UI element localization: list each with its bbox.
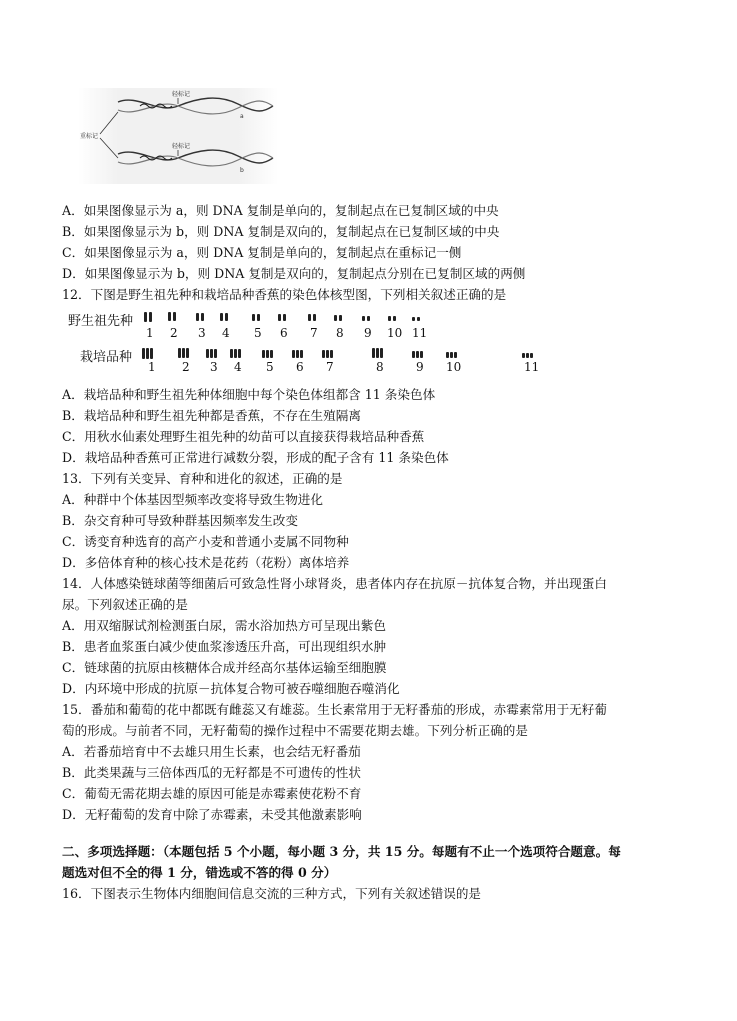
dna-replication-figure (78, 88, 278, 184)
questions-body (62, 384, 682, 904)
cult-num-3: 3 (210, 360, 218, 374)
cult-num-4: 4 (234, 360, 242, 374)
karyotype-figure (60, 306, 580, 376)
q14-stem-line1: 14．人体感染链球菌等细菌后可致急性肾小球肾炎，患者体内存在抗原－抗体复合物，并出现蛋白 (62, 576, 607, 591)
q14-option-c: C．链球菌的抗原由核糖体合成并经高尔基体运输至细胞膜 (62, 660, 387, 675)
label-light-top: 轻标记 (172, 91, 191, 98)
cult-num-6: 6 (296, 360, 304, 374)
cult-num-1: 1 (148, 360, 156, 374)
q12-stem: 12．下图是野生祖先种和栽培品种香蕉的染色体核型图，下列相关叙述正确的是 (62, 287, 507, 302)
q15-option-a: A．若番茄培育中不去雄只用生长素，也会结无籽番茄 (62, 744, 361, 759)
spacer (62, 825, 682, 841)
karyotype-wild-label: 野生祖先种 (68, 314, 134, 329)
q11-options (62, 200, 682, 305)
q12-option-a: A．栽培品种和野生祖先种体细胞中每个染色体组都含 11 条染色体 (62, 387, 436, 402)
wild-num-7: 7 (310, 326, 318, 340)
q14-option-b: B．患者血浆蛋白减少使血浆渗透压升高，可出现组织水肿 (62, 639, 387, 654)
q12-option-c: C．用秋水仙素处理野生祖先种的幼苗可以直接获得栽培品种香蕉 (62, 429, 425, 444)
q13-option-b: B．杂交育种可导致种群基因频率发生改变 (62, 513, 298, 528)
label-heavy: 重标记 (80, 133, 99, 140)
q12-option-b: B．栽培品种和野生祖先种都是香蕉，不存在生殖隔离 (62, 408, 361, 423)
q11-option-a: A．如果图像显示为 a，则 DNA 复制是单向的，复制起点在已复制区域的中央 (62, 203, 499, 218)
wild-num-3: 3 (198, 326, 206, 340)
wild-num-4: 4 (222, 326, 230, 340)
q15-option-d: D．无籽葡萄的发育中除了赤霉素，未受其他激素影响 (62, 807, 362, 822)
q14-option-d: D．内环境中形成的抗原－抗体复合物可被吞噬细胞吞噬消化 (62, 681, 400, 696)
karyotype-cultivated-label: 栽培品种 (80, 350, 133, 365)
q11-option-b: B．如果图像显示为 b，则 DNA 复制是双向的，复制起点在已复制区域的中央 (62, 224, 500, 239)
q11-option-c: C．如果图像显示为 a，则 DNA 复制是单向的，复制起点在重标记一侧 (62, 245, 462, 260)
q13-option-a: A．种群中个体基因型频率改变将导致生物进化 (62, 492, 323, 507)
q15-stem-line1: 15．番茄和葡萄的花中都既有雌蕊又有雄蕊。生长素常用于无籽番茄的形成，赤霉素常用于无籽葡 (62, 702, 607, 717)
label-a: a (240, 113, 244, 120)
wild-num-9: 9 (364, 326, 372, 340)
cult-num-7: 7 (326, 360, 334, 374)
q16-stem: 16．下图表示生物体内细胞间信息交流的三种方式，下列有关叙述错误的是 (62, 886, 482, 901)
karyotype-chromosomes (60, 306, 580, 376)
q15-stem-line2: 萄的形成。与前者不同，无籽葡萄的操作过程中不需要花期去雄。下列分析正确的是 (62, 723, 528, 738)
q13-option-d: D．多倍体育种的核心技术是花药（花粉）离体培养 (62, 555, 350, 570)
section2-heading-line1: 二、多项选择题：（本题包括 5 个小题，每小题 3 分，共 15 分。每题有不止一个选项符合题意。每 (62, 844, 621, 859)
q13-option-c: C．诱变育种选育的高产小麦和普通小麦属不同物种 (62, 534, 349, 549)
q14-stem-line2: 尿。下列叙述正确的是 (62, 597, 188, 612)
q11-option-d: D．如果图像显示为 b，则 DNA 复制是双向的，复制起点分别在已复制区域的两侧 (62, 266, 526, 281)
q13-stem: 13．下列有关变异、育种和进化的叙述，正确的是 (62, 471, 343, 486)
q14-option-a: A．用双缩脲试剂检测蛋白尿，需水浴加热方可呈现出紫色 (62, 618, 386, 633)
wild-num-1: 1 (146, 326, 154, 340)
wild-num-11: 11 (412, 326, 428, 340)
cult-num-8: 8 (376, 360, 384, 374)
q15-option-c: C．葡萄无需花期去雄的原因可能是赤霉素使花粉不育 (62, 786, 362, 801)
wild-num-5: 5 (254, 326, 262, 340)
label-light-bottom: 轻标记 (172, 143, 191, 150)
wild-num-6: 6 (280, 326, 288, 340)
section2-heading-line2: 题选对但不全的得 1 分，错选或不答的得 0 分） (62, 865, 337, 880)
cult-num-5: 5 (266, 360, 274, 374)
q12-option-d: D．栽培品种香蕉可正常进行减数分裂，形成的配子含有 11 条染色体 (62, 450, 449, 465)
cult-num-10: 10 (446, 360, 462, 374)
wild-num-8: 8 (336, 326, 344, 340)
cult-num-9: 9 (416, 360, 424, 374)
cult-num-2: 2 (182, 360, 190, 374)
label-b: b (240, 167, 244, 174)
cult-num-11: 11 (524, 360, 540, 374)
wild-num-2: 2 (170, 326, 178, 340)
q15-option-b: B．此类果蔬与三倍体西瓜的无籽都是不可遗传的性状 (62, 765, 361, 780)
wild-num-10: 10 (387, 326, 403, 340)
